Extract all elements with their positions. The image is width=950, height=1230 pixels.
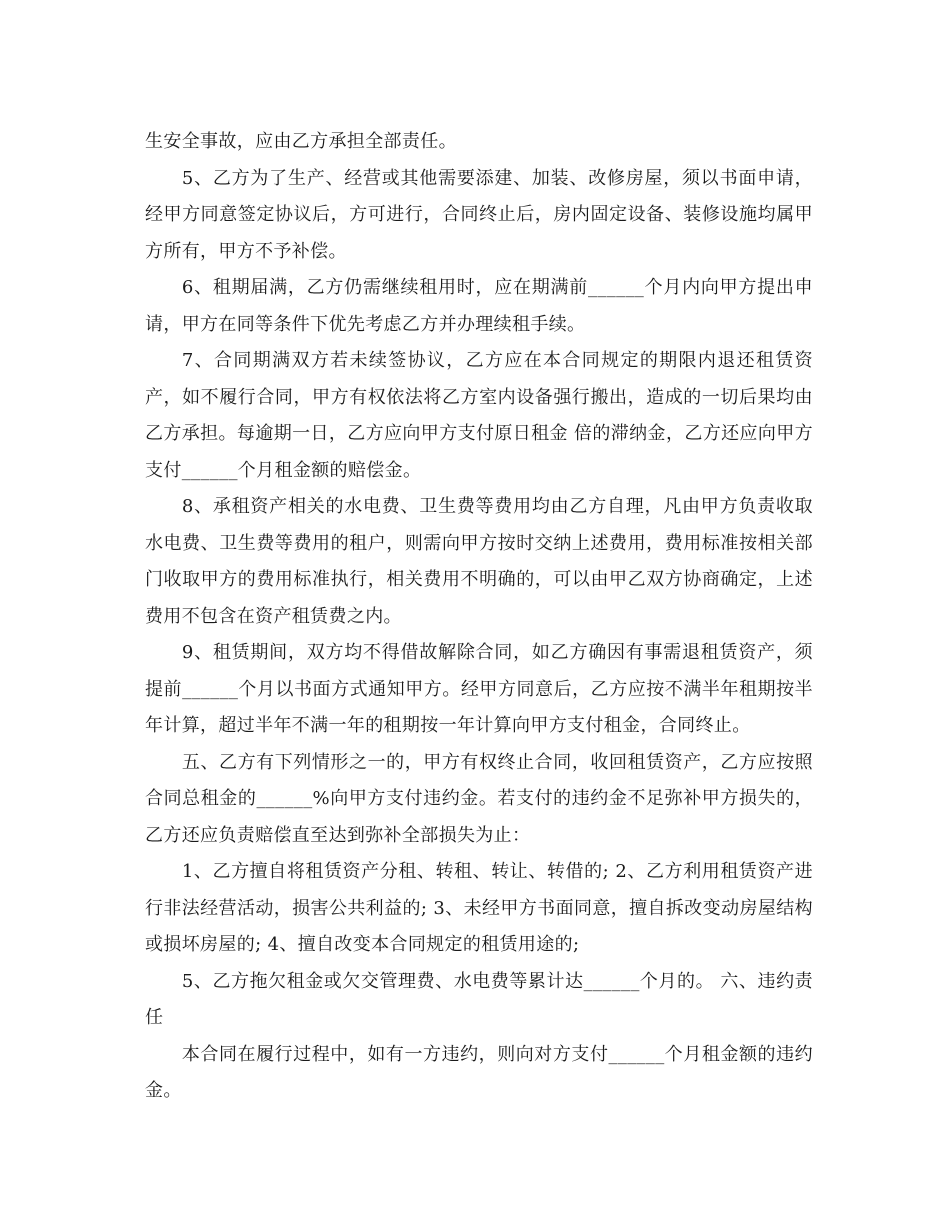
- paragraph-clause-5-renovation: 5、乙方为了生产、经营或其他需要添建、加装、改修房屋，须以书面申请，经甲方同意签定协议后，方可进行，合同终止后，房内固定设备、装修设施均属甲方所有，甲方不予补偿。: [145, 167, 813, 262]
- paragraph-liability: 本合同在履行过程中，如有一方违约，则向对方支付______个月租金额的违约金。: [145, 1043, 813, 1101]
- document-body: [145, 124, 813, 1110]
- paragraph-clause-8-fees: 8、承租资产相关的水电费、卫生费等费用均由乙方自理，凡由甲方负责收取水电费、卫生费等费用的租户，则需向甲方按时交纳上述费用，费用标准按相关部门收取甲方的费用标准执行，相关费用不明确的，可以由甲乙双方协商确定，上述费用不包含在资产租赁费之内。: [145, 496, 813, 627]
- paragraph-section-5-breach: 五、乙方有下列情形之一的，甲方有权终止合同，收回租赁资产，乙方应按照合同总租金的______%向甲方支付违约金。若支付的违约金不足弥补甲方损失的，乙方还应负责赔偿直至达到弥补全部损失为止：: [145, 751, 813, 846]
- paragraph-continuation: 生安全事故，应由乙方承担全部责任。: [145, 131, 457, 152]
- paragraph-clause-9-termination: 9、租赁期间，双方均不得借故解除合同，如乙方确因有事需退租赁资产，须提前______个月以书面方式通知甲方。经甲方同意后，乙方应按不满半年租期按半年计算，超过半年不满一年的租期按一年计算向甲方支付租金，合同终止。: [145, 642, 813, 736]
- paragraph-clause-6-renewal: 6、租期届满，乙方仍需继续租用时，应在期满前______个月内向甲方提出申请，甲方在同等条件下优先考虑乙方并办理续租手续。: [145, 277, 813, 335]
- paragraph-clause-7-expiry: 7、合同期满双方若未续签协议，乙方应在本合同规定的期限内退还租赁资产，如不履行合同，甲方有权依法将乙方室内设备强行搬出，造成的一切后果均由乙方承担。每逾期一日，乙方应向甲方支付原日租金 倍的滞纳金，乙方还应向甲方支付______个月租金额的赔偿金。: [145, 350, 813, 481]
- paragraph-breach-item-5: 5、乙方拖欠租金或欠交管理费、水电费等累计达______个月的。 六、违约责任: [145, 970, 813, 1028]
- paragraph-breach-items: 1、乙方擅自将租赁资产分租、转租、转让、转借的; 2、乙方利用租赁资产进行非法经营活动，损害公共利益的; 3、未经甲方书面同意，擅自拆改变动房屋结构或损坏房屋的; 4、擅自改变本合同规定的租赁用途的;: [145, 861, 813, 955]
